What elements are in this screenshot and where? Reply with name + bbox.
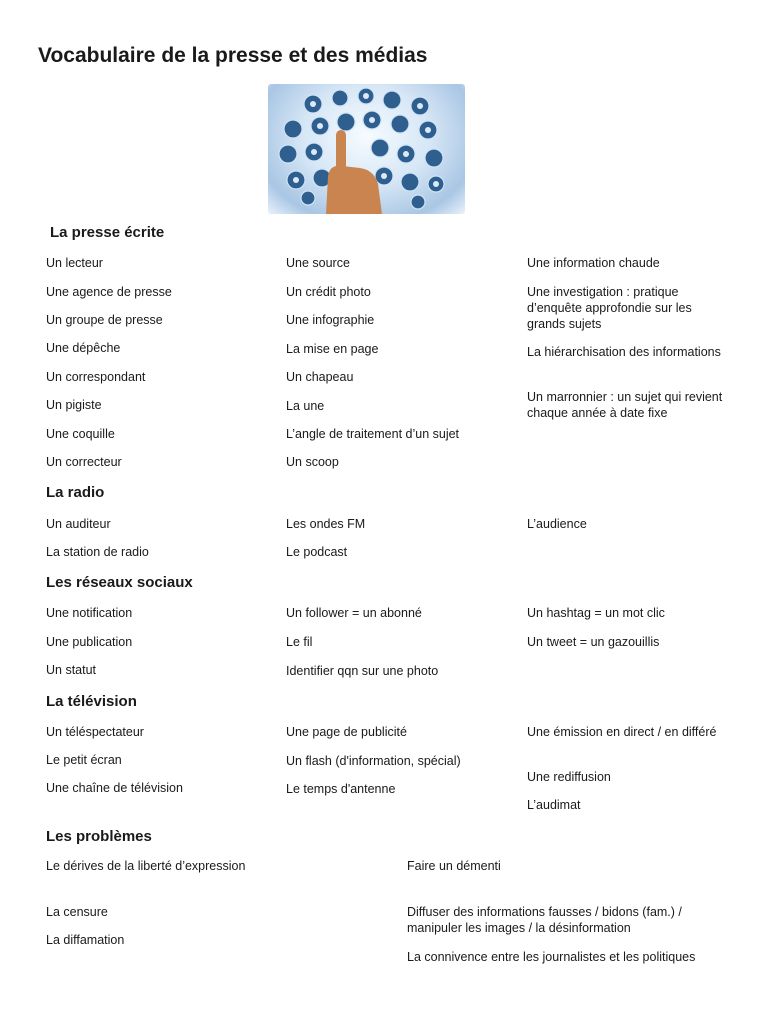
vocab-item: La censure (46, 905, 108, 919)
vocab-item: Une chaîne de télévision (46, 781, 183, 795)
section-heading-presse-ecrite: La presse écrite (50, 224, 165, 241)
vocab-item: Une rediffusion (527, 770, 611, 784)
vocab-item: Le podcast (286, 545, 348, 559)
vocab-item: La hiérarchisation des informations (527, 345, 721, 359)
vocab-item: Une émission en direct / en différé (527, 725, 717, 739)
vocab-item: Un statut (46, 663, 97, 677)
vocab-item: La connivence entre les journalistes et les politiques (407, 950, 696, 964)
vocab-item: Une agence de presse (46, 285, 172, 299)
media-illustration (268, 84, 465, 214)
vocab-item: Un tweet = un gazouillis (527, 635, 660, 649)
vocab-item: Le temps d'antenne (286, 782, 396, 796)
vocab-item: Identifier qqn sur une photo (286, 664, 439, 678)
vocab-item: Un téléspectateur (46, 725, 144, 739)
vocab-item: Un pigiste (46, 398, 102, 412)
vocab-item: Une information chaude (527, 256, 660, 270)
vocab-item: Un scoop (286, 455, 339, 469)
vocab-item: La diffamation (46, 933, 125, 947)
vocab-item: Une source (286, 256, 350, 270)
section-heading-radio: La radio (46, 484, 105, 501)
section-heading-television: La télévision (46, 693, 137, 710)
vocab-item: Un crédit photo (286, 285, 371, 299)
section-heading-reseaux-sociaux: Les réseaux sociaux (46, 574, 193, 591)
vocab-item: Une dépêche (46, 341, 121, 355)
vocab-item: Diffuser des informations fausses / bidons (fam.) / manipuler les images / la désinformation (407, 905, 682, 935)
vocab-item: Le fil (286, 635, 313, 649)
vocab-item: Une coquille (46, 427, 115, 441)
social-media-icons (268, 84, 465, 214)
vocab-item: L’audimat (527, 798, 581, 812)
vocab-item: Un marronnier : un sujet qui revient chaque année à date fixe (527, 390, 723, 420)
vocab-item: Une publication (46, 635, 133, 649)
vocab-item: Une page de publicité (286, 725, 407, 739)
vocab-item: Un flash (d'information, spécial) (286, 754, 461, 768)
vocab-item: L’audience (527, 517, 587, 531)
vocab-item: Une notification (46, 606, 133, 620)
vocab-item: L’angle de traitement d’un sujet (286, 427, 460, 441)
vocab-item: Un groupe de presse (46, 313, 163, 327)
vocab-item: Un chapeau (286, 370, 354, 384)
vocab-item: Un correcteur (46, 455, 122, 469)
page-title: Vocabulaire de la presse et des médias (38, 44, 428, 67)
vocab-item: Un follower = un abonné (286, 606, 422, 620)
section-heading-problemes: Les problèmes (46, 828, 152, 845)
vocab-item: Le dérives de la liberté d’expression (46, 859, 246, 873)
vocab-item: La une (286, 399, 325, 413)
vocab-item: Les ondes FM (286, 517, 366, 531)
vocab-item: Faire un démenti (407, 859, 501, 873)
vocab-item: La station de radio (46, 545, 149, 559)
vocab-item: Un auditeur (46, 517, 111, 531)
vocab-item: Une investigation : pratique d’enquête approfondie sur les grands sujets (527, 285, 692, 331)
vocab-item: Un lecteur (46, 256, 103, 270)
vocab-item: Le petit écran (46, 753, 122, 767)
vocab-item: Un correspondant (46, 370, 146, 384)
vocab-item: Un hashtag = un mot clic (527, 606, 665, 620)
vocab-item: La mise en page (286, 342, 379, 356)
vocab-item: Une infographie (286, 313, 375, 327)
